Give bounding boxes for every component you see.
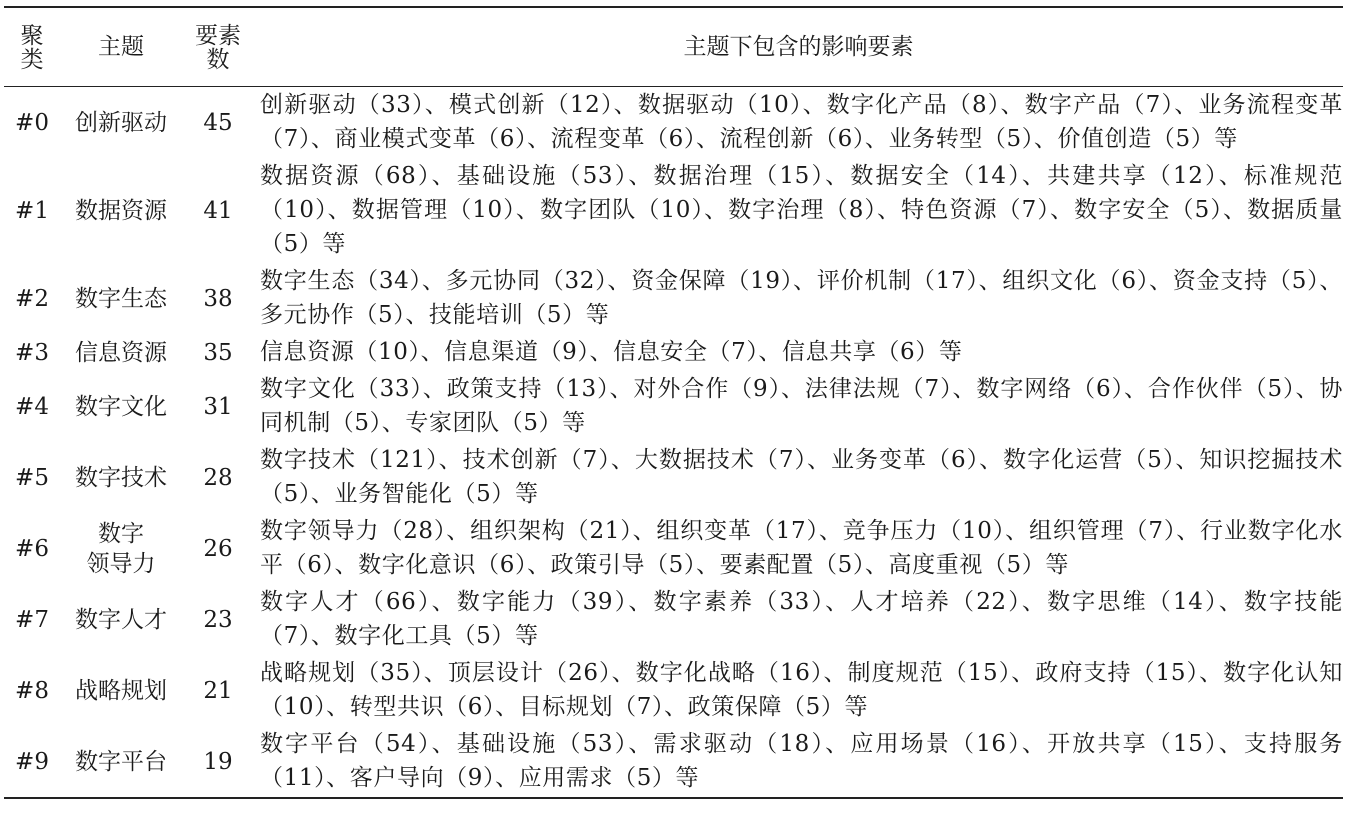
influence-elements-cell: 数字文化（33）、政策支持（13）、对外合作（9）、法律法规（7）、数字网络（6）、合作伙伴（5）、协同机制（5）、专家团队（5）等 [260,376,1343,436]
influence-elements-cell: 数字领导力（28）、组织架构（21）、组织变革（17）、竞争压力（10）、组织管理（7）、行业数字化水平（6）、数字化意识（6）、政策引导（5）、要素配置（5）、高度重视（5）等 [260,518,1343,578]
header-count-line-2: 数 [206,47,230,73]
theme-line: 数字生态 [75,285,167,312]
table-row [4,584,1343,655]
theme-cell [60,513,182,584]
element-count-cell: 23 [203,606,233,633]
table-row [4,87,1343,159]
influence-elements-cell: 战略规划（35）、顶层设计（26）、数字化战略（16）、制度规范（15）、政府支持（15）、数字化认知（10）、转型共识（6）、目标规划（7）、政策保障（5）等 [260,660,1343,720]
theme-cell [60,334,182,371]
cluster-id-cell: #3 [15,339,49,366]
header-count-line-1: 要素 [195,23,241,49]
theme-cell [60,87,182,159]
theme-line: 信息资源 [75,339,167,366]
element-count-cell: 41 [203,197,233,224]
table-row [4,726,1343,798]
influence-elements-cell: 数字技术（121）、技术创新（7）、大数据技术（7）、业务变革（6）、数字化运营（5）、知识挖掘技术（5）、业务智能化（5）等 [260,447,1343,507]
cluster-id-cell: #0 [15,109,49,136]
theme-cell [60,655,182,726]
header-count [182,7,254,87]
influence-elements-cell: 创新驱动（33）、模式创新（12）、数据驱动（10）、数字化产品（8）、数字产品（7）、业务流程变革（7）、商业模式变革（6）、流程变革（6）、流程创新（6）、业务转型（5）、价值创造（5）等 [260,92,1343,152]
cluster-id-cell: #1 [15,197,49,224]
theme-line: 创新驱动 [75,109,167,136]
header-cluster-line-2: 类 [20,47,44,73]
cluster-id-cell: #7 [15,606,49,633]
cluster-id-cell: #9 [15,748,49,775]
cluster-id-cell: #8 [15,677,49,704]
element-count-cell: 19 [203,748,233,775]
theme-line: 领导力 [86,550,156,577]
table-row [4,334,1343,371]
influence-elements-cell: 信息资源（10）、信息渠道（9）、信息安全（7）、信息共享（6）等 [260,339,963,365]
table-row [4,158,1343,263]
theme-cell [60,726,182,798]
theme-line: 数字平台 [75,748,167,775]
theme-cell [60,158,182,263]
element-count-cell: 31 [203,393,233,420]
theme-line: 战略规划 [75,677,167,704]
theme-cell [60,263,182,334]
table-header-row [4,7,1343,87]
influence-elements-cell: 数字生态（34）、多元协同（32）、资金保障（19）、评价机制（17）、组织文化（6）、资金支持（5）、多元协作（5）、技能培训（5）等 [260,268,1343,328]
cluster-theme-table [4,6,1343,799]
element-count-cell: 45 [203,109,233,136]
element-count-cell: 35 [203,339,233,366]
header-elements: 主题下包含的影响要素 [683,34,914,60]
theme-line: 数字人才 [75,606,167,633]
cluster-id-cell: #4 [15,393,49,420]
element-count-cell: 26 [203,535,233,562]
theme-line: 数字文化 [75,393,167,420]
theme-cell [60,371,182,442]
header-cluster-line-1: 聚 [20,23,44,49]
cluster-id-cell: #6 [15,535,49,562]
element-count-cell: 21 [203,677,233,704]
influence-elements-cell: 数字人才（66）、数字能力（39）、数字素养（33）、人才培养（22）、数字思维（14）、数字技能（7）、数字化工具（5）等 [260,589,1343,649]
theme-line: 数字 [98,520,144,547]
table-row [4,442,1343,513]
table-row [4,655,1343,726]
cluster-id-cell: #2 [15,285,49,312]
table-row [4,263,1343,334]
table-body [4,87,1343,799]
theme-line: 数字技术 [75,464,167,491]
header-cluster [4,7,60,87]
influence-elements-cell: 数据资源（68）、基础设施（53）、数据治理（15）、数据安全（14）、共建共享（12）、标准规范（10）、数据管理（10）、数字团队（10）、数字治理（8）、特色资源（7）、数字安全（5）、数据质量（5）等 [260,163,1343,257]
table-row [4,513,1343,584]
table-row [4,371,1343,442]
element-count-cell: 28 [203,464,233,491]
influence-elements-cell: 数字平台（54）、基础设施（53）、需求驱动（18）、应用场景（16）、开放共享（15）、支持服务（11）、客户导向（9）、应用需求（5）等 [260,731,1343,791]
theme-cell [60,584,182,655]
theme-line: 数据资源 [75,197,167,224]
header-theme: 主题 [98,34,144,60]
cluster-id-cell: #5 [15,464,49,491]
element-count-cell: 38 [203,285,233,312]
theme-cell [60,442,182,513]
